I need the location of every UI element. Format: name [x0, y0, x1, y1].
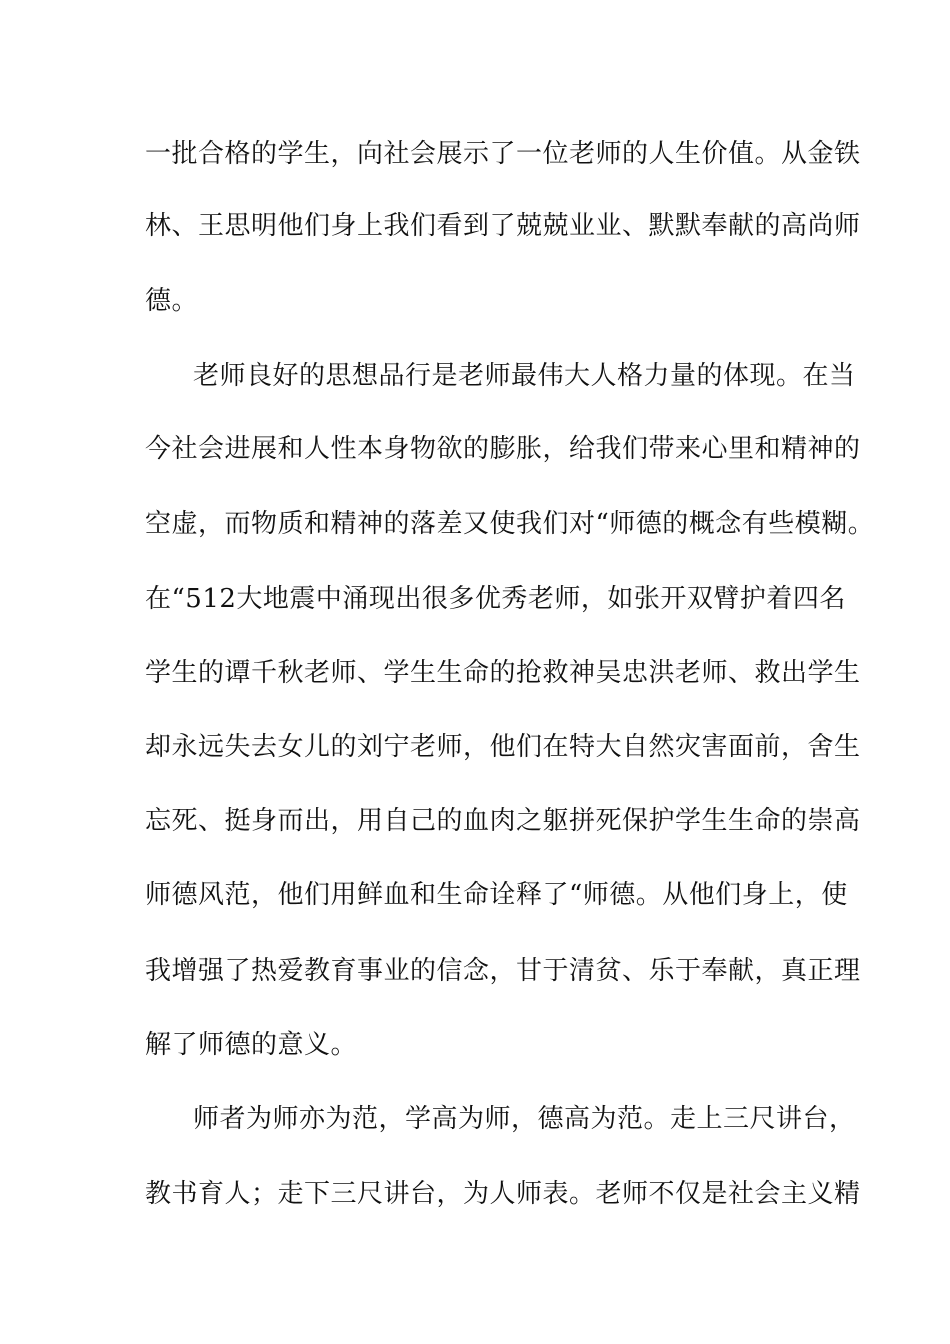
- text-line: 忘死、挺身而出，用自己的血肉之躯拼死保护学生生命的崇高: [145, 806, 861, 836]
- text-line: 解了师德的意义。: [145, 1030, 358, 1060]
- text-line: 在“512大地震中涌现出很多优秀老师，如张开双臂护着四名: [145, 584, 846, 614]
- text-line: 一批合格的学生，向社会展示了一位老师的人生价值。从金铁: [145, 139, 861, 169]
- text-line: 学生的谭千秋老师、学生生命的抢救神吴忠洪老师、救出学生: [145, 658, 861, 688]
- paragraph-start-line: 老师良好的思想品行是老师最伟大人格力量的体现。在当: [193, 361, 856, 391]
- text-line: 今社会进展和人性本身物欲的膨胀，给我们带来心里和精神的: [145, 434, 861, 464]
- text-line: 教书育人；走下三尺讲台，为人师表。老师不仅是社会主义精: [145, 1179, 861, 1209]
- text-line: 却永远失去女儿的刘宁老师，他们在特大自然灾害面前，舍生: [145, 732, 861, 762]
- text-line: 林、王思明他们身上我们看到了兢兢业业、默默奉献的高尚师: [145, 211, 861, 241]
- paragraph-start-line: 师者为师亦为范，学高为师，德高为范。走上三尺讲台，: [193, 1104, 856, 1134]
- text-line: 我增强了热爱教育事业的信念，甘于清贫、乐于奉献，真正理: [145, 956, 861, 986]
- text-line: 师德风范，他们用鲜血和生命诠释了“师德。从他们身上，使: [145, 880, 848, 910]
- text-line: 德。: [145, 286, 199, 316]
- text-line: 空虚，而物质和精神的落差又使我们对“师德的概念有些模糊。: [145, 509, 875, 539]
